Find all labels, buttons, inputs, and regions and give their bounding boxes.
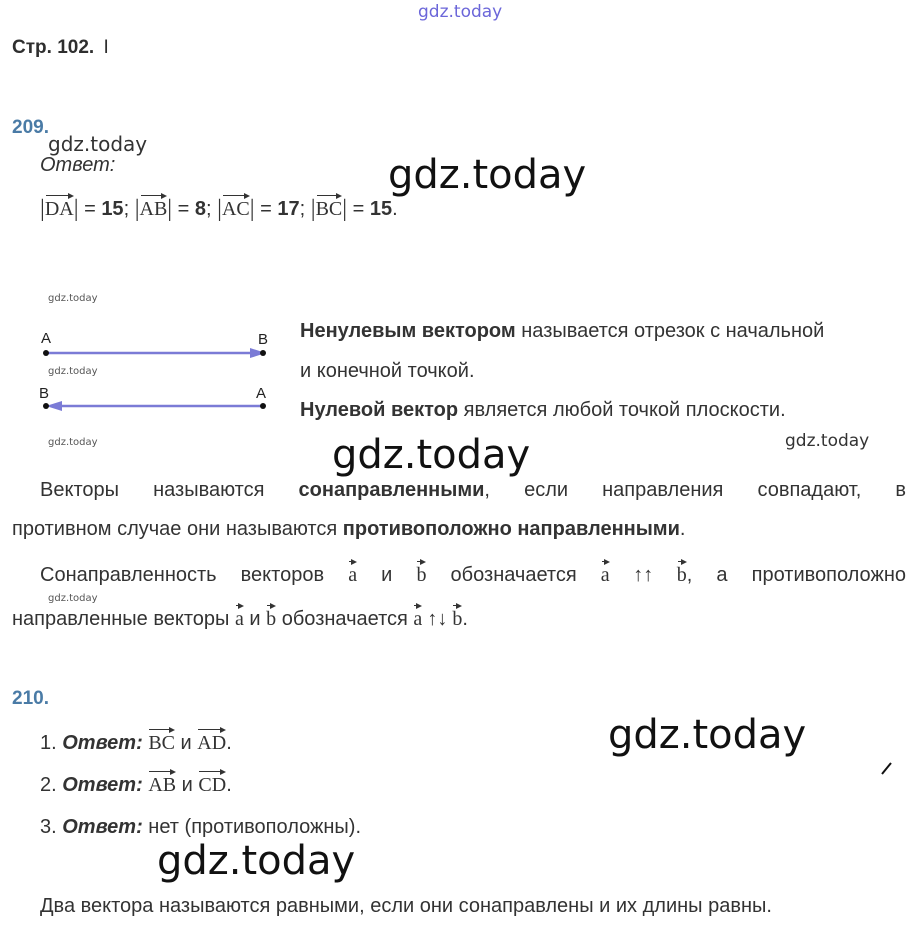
- opposite-symbol: ↑↓: [422, 608, 453, 630]
- nonzero-vector-definition: Ненулевым вектором называется отрезок с начальной: [300, 320, 825, 342]
- watermark-small-1: gdz.today: [48, 293, 98, 304]
- vector-a-2: a: [601, 558, 610, 587]
- nonzero-vector-definition-cont: и конечной точкой.: [300, 360, 475, 382]
- notation-line1: Сонаправленность векторов a и b обозначается a ↑↑ b, а противоположно: [40, 558, 906, 587]
- vector-b: b: [416, 558, 426, 587]
- task-209-number: 209.: [12, 117, 49, 138]
- diagram-v1-end-point: [260, 350, 266, 356]
- value-bc: 15: [369, 198, 393, 220]
- diagram-v1-start-point: [43, 350, 49, 356]
- task-210-item-2: 2. Ответ: AB и CD.: [40, 768, 232, 797]
- notation-line2: направленные векторы a и b обозначается a ↑↓ b.: [12, 602, 468, 631]
- watermark-mid-2: gdz.today: [785, 431, 870, 451]
- vector-length-da: |DA| = 15;: [40, 198, 135, 220]
- watermark-small-4: gdz.today: [48, 593, 98, 604]
- vector-b-2: b: [677, 558, 687, 587]
- vector-b-3: b: [266, 602, 276, 631]
- diagram-v2-start-label: B: [39, 385, 50, 402]
- vector-diagram: [38, 342, 273, 417]
- watermark-big-1: gdz.today: [388, 152, 587, 198]
- diagram-v2-end-point: [43, 403, 49, 409]
- vector-length-ab: |AB| = 8;: [135, 198, 217, 220]
- value-ac: 17: [277, 198, 300, 220]
- page-number: Стр. 102.: [12, 37, 95, 58]
- vector-length-ac: |AC| = 17;: [217, 198, 311, 220]
- diagram-v2-end-label: A: [256, 385, 267, 402]
- vector-ab: AB: [140, 192, 168, 221]
- vector-a-3: a: [235, 602, 244, 631]
- diagram-v2-start-point: [260, 403, 266, 409]
- diagram-v1-start-label: A: [41, 330, 52, 347]
- watermark-small-2: gdz.today: [48, 366, 98, 377]
- watermark-big-4: gdz.today: [157, 838, 356, 884]
- codirected-definition-line2: противном случае они называются противоположно направленными.: [12, 518, 686, 540]
- vector-a-4: a: [413, 602, 422, 631]
- task-209-answer-label: Ответ:: [40, 154, 116, 176]
- task-210-number: 210.: [12, 688, 49, 709]
- equal-vectors-definition: Два вектора называются равными, если они сонаправлены и их длины равны.: [40, 895, 772, 917]
- watermark-big-3: gdz.today: [608, 712, 807, 758]
- zero-vector-definition: Нулевой вектор является любой точкой плоскости.: [300, 399, 786, 421]
- vector-cd: CD: [198, 768, 226, 797]
- vector-length-bc: |BC| = 15.: [311, 198, 398, 220]
- value-ab: 8: [194, 198, 207, 220]
- codirected-symbol: ↑↑: [609, 564, 677, 586]
- header-marker: I: [103, 37, 109, 58]
- vector-ab-2: AB: [148, 768, 176, 797]
- watermark-big-2: gdz.today: [332, 432, 531, 478]
- diagram-v1-end-label: B: [258, 331, 269, 348]
- task-210-item-1: 1. Ответ: BC и AD.: [40, 726, 232, 755]
- pen-mark: [880, 760, 894, 776]
- codirected-definition-line1: Векторы называются сонаправленными, если направления совпадают, в: [40, 479, 906, 501]
- vector-bc-2: BC: [148, 726, 175, 755]
- watermark-top: gdz.today: [418, 2, 503, 22]
- vector-ad: AD: [197, 726, 226, 755]
- watermark-small-3: gdz.today: [48, 437, 98, 448]
- value-da: 15: [101, 198, 124, 220]
- vector-a: a: [348, 558, 357, 587]
- vector-da: DA: [45, 192, 74, 221]
- page-header: [12, 37, 109, 59]
- vector-bc: BC: [316, 192, 343, 221]
- task-210-item-3: 3. Ответ: нет (противоположны).: [40, 816, 362, 838]
- vector-ac: AC: [222, 192, 250, 221]
- vector-b-4: b: [452, 602, 462, 631]
- task-209-answer-line: [40, 192, 398, 223]
- watermark-mid-1: gdz.today: [48, 132, 148, 156]
